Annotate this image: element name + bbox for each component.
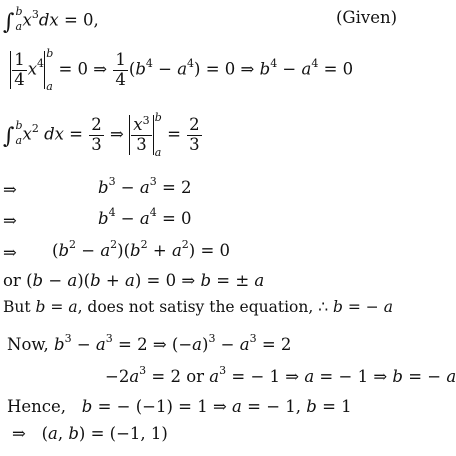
fraction: $\frac{1}{4}$ xyxy=(14,50,25,89)
equation-evaluated-integral: $\frac{1}{4}$ $x^4$ b a = 0 ⇒ $\frac{1}{4}$ $(b^4 - a^4) = 0$ ⇒ $b^4 - a^4 = 0$ xyxy=(10,48,353,92)
integral-sign: ∫ xyxy=(3,9,15,35)
differential: dx xyxy=(38,10,59,30)
equation-final-answer: ⇒ (a, b) = (−1, 1) xyxy=(12,424,168,443)
equation-step-cubes: ⇒ xyxy=(3,180,17,199)
given-label: (Given) xyxy=(336,8,398,27)
equation-substitution: Now, $b^3 - a^3 = 2$ ⇒ $(-a)^3 - a^3 = 2$ xyxy=(7,332,292,354)
equation-tail: = 0, xyxy=(58,10,99,30)
upper-limit: b xyxy=(15,5,23,18)
equation-step-fourths-body: $b^4 - a^4 = 0$ xyxy=(98,206,192,228)
statement-conclusion: But b = a, does not satisy the equation, ∴ b = − a xyxy=(3,298,393,316)
lower-limit: a xyxy=(15,20,23,33)
equation-step-cubes-body: $b^3 - a^3 = 2$ xyxy=(98,175,192,197)
integrand: x xyxy=(22,10,32,30)
equation-solve-a: $-2a^3 = 2$ or $a^3$ = − 1 ⇒ a = − 1 ⇒ b = − a xyxy=(105,364,456,386)
equation-step-factored-body: $(b^2 - a^2)(b^2 + a^2) = 0$ xyxy=(52,238,231,260)
equation-step-fourths: ⇒ xyxy=(3,211,17,230)
exponent: 3 xyxy=(31,7,39,21)
equation-hence: Hence, b = − (−1) = 1 ⇒ a = − 1, b = 1 xyxy=(7,397,352,416)
equation-step-linear: or (b − a)(b + a) = 0 ⇒ b = ± a xyxy=(3,271,265,290)
integral-sign: ∫ xyxy=(3,123,15,149)
equation-second-integral: ∫ b a $x^2$ dx = $\frac{2}{3}$ ⇒ $\frac{x^3}{3}$ b a = $\frac{2}{3}$ xyxy=(3,111,200,159)
equation-step-factored: ⇒ xyxy=(3,243,17,262)
equation-given-integral xyxy=(3,5,99,35)
